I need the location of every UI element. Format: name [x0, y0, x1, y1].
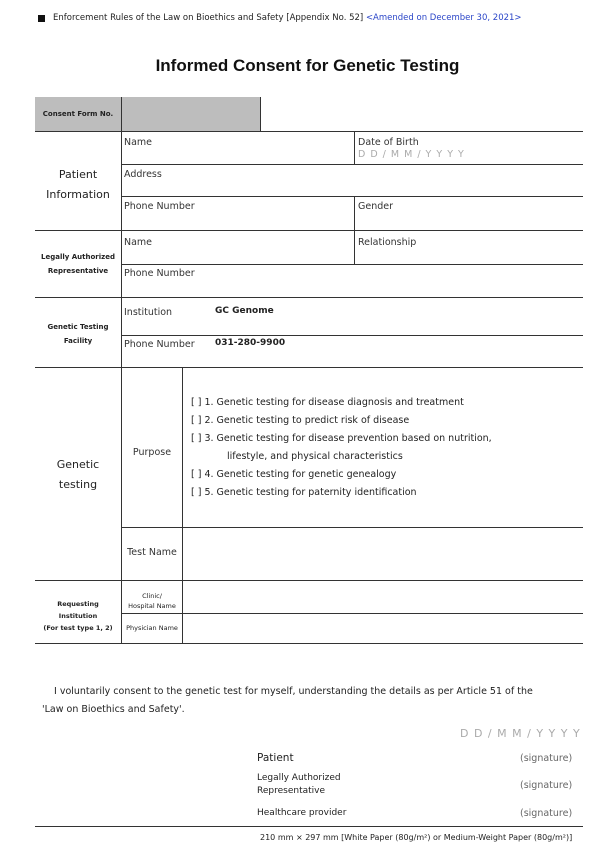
- purpose-option-2[interactable]: [ ] 2. Genetic testing to predict risk of disease: [191, 415, 410, 426]
- genetic-section-label: [35, 455, 121, 495]
- requesting-section-line2: Institution: [58, 612, 98, 620]
- facility-section-line1: Genetic Testing: [47, 323, 109, 331]
- clinic-label-line2: Hospital Name: [128, 602, 176, 610]
- purpose-option-5[interactable]: [ ] 5. Genetic testing for paternity identification: [191, 487, 417, 498]
- consent-statement-line1: I voluntarily consent to the genetic test for myself, understanding the details as per Article 51 of the: [54, 686, 533, 697]
- facility-institution-label: Institution: [124, 307, 173, 318]
- facility-section-label: [35, 320, 121, 348]
- representative-relationship-field[interactable]: Relationship: [358, 237, 417, 248]
- header-note: Enforcement Rules of the Law on Bioethics and Safety [Appendix No. 52] <Amended on December 30, 2021>: [53, 13, 522, 23]
- signature-rep-line1: Legally Authorized: [257, 773, 341, 783]
- signature-rep-line2: Representative: [257, 786, 326, 796]
- purpose-option-4[interactable]: [ ] 4. Genetic testing for genetic genealogy: [191, 469, 397, 480]
- patient-section-line2: Information: [46, 188, 110, 201]
- genetic-section-line2: testing: [58, 478, 98, 491]
- test-name-label: Test Name: [127, 547, 177, 558]
- purpose-options: [191, 394, 576, 502]
- facility-section-line2: Facility: [63, 337, 93, 345]
- patient-dob-field[interactable]: D D / M M / Y Y Y Y: [358, 149, 465, 160]
- footer-divider: [35, 826, 583, 827]
- clinic-label: [122, 591, 182, 611]
- facility-phone-value: 031-280-9900: [215, 338, 286, 348]
- consent-statement: [42, 683, 587, 719]
- representative-section-line1: Legally Authorized: [41, 253, 115, 261]
- purpose-option-3-continued: lifestyle, and physical characteristics: [227, 451, 403, 462]
- patient-section-line1: Patient: [58, 168, 98, 181]
- signature-rep-label: [257, 772, 341, 798]
- representative-name-field[interactable]: Name: [124, 237, 153, 248]
- representative-section-line2: Representative: [47, 267, 109, 275]
- facility-institution-value: GC Genome: [215, 306, 274, 316]
- footer-paper-size: 210 mm × 297 mm [White Paper (80g/m²) or Medium-Weight Paper (80g/m²)]: [260, 833, 573, 842]
- requesting-section-line1: Requesting: [57, 600, 99, 608]
- header-square-icon: [38, 15, 45, 22]
- representative-phone-field[interactable]: Phone Number: [124, 268, 195, 279]
- requesting-section-label: [35, 598, 121, 634]
- test-name-field[interactable]: [183, 528, 583, 580]
- patient-name-field[interactable]: Name: [124, 137, 153, 148]
- facility-phone-label: Phone Number: [124, 339, 195, 350]
- page-title: Informed Consent for Genetic Testing: [155, 56, 460, 75]
- purpose-label: Purpose: [132, 447, 172, 458]
- signature-rep-field[interactable]: (signature): [520, 780, 573, 791]
- clinic-label-line1: Clinic/: [142, 592, 162, 600]
- requesting-section-line3: (For test type 1, 2): [43, 624, 113, 632]
- patient-phone-field[interactable]: Phone Number: [124, 201, 195, 212]
- patient-dob-label: Date of Birth: [358, 137, 419, 148]
- clinic-name-field[interactable]: [183, 581, 583, 613]
- physician-name-field[interactable]: [183, 614, 583, 643]
- consent-form-label: Consent Form No.: [42, 110, 114, 118]
- patient-section-label: [35, 165, 121, 205]
- patient-address-field[interactable]: Address: [124, 169, 162, 180]
- consent-form-number-field[interactable]: [122, 97, 260, 131]
- representative-section-label: [35, 250, 121, 278]
- signature-patient-field[interactable]: (signature): [520, 753, 573, 764]
- signature-provider-field[interactable]: (signature): [520, 808, 573, 819]
- physician-label: Physician Name: [126, 624, 178, 632]
- purpose-option-1[interactable]: [ ] 1. Genetic testing for disease diagnosis and treatment: [191, 397, 464, 408]
- purpose-option-3[interactable]: [ ] 3. Genetic testing for disease prevention based on nutrition,: [191, 433, 492, 444]
- signature-provider-label: Healthcare provider: [257, 808, 347, 818]
- signature-patient-label: Patient: [257, 752, 294, 764]
- consent-statement-line2: 'Law on Bioethics and Safety'.: [42, 704, 185, 715]
- genetic-section-line1: Genetic: [56, 458, 100, 471]
- consent-date-field[interactable]: D D / M M / Y Y Y Y: [460, 727, 581, 740]
- patient-gender-field[interactable]: Gender: [358, 201, 394, 212]
